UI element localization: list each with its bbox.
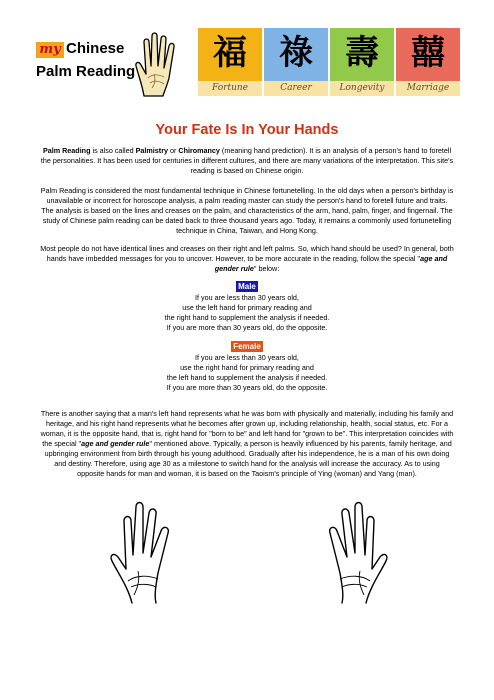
male-rule-block [0,281,494,333]
text-run: " below: [253,264,280,273]
tile-glyph: 祿 [279,33,313,73]
rule-line: the right hand to supplement the analysis if needed. [164,313,330,322]
rule-line: If you are more than 30 years old, do the opposite. [166,323,328,332]
tile-caption: Marriage [396,81,460,96]
tile-caption: Career [264,81,328,96]
intro-paragraph [40,146,454,176]
rule-line: use the right hand for primary reading and [180,363,314,372]
logo-text-chinese: Chinese [66,40,125,57]
tile-caption: Longevity [330,81,394,96]
rule-line: If you are less than 30 years old, [195,293,299,302]
text-run: Most people do not have identical lines and creases on their right and left palms. So, which hand should be used? In general, both hands have imbedded messages for you to uncover. However, to be more accurate in the reading, follow the special " [40,244,454,263]
text-run: is also called [90,146,136,155]
site-logo[interactable] [28,32,178,92]
text-run: (meaning hand prediction). It is an analysis of a person's hand to foretell the personalities. It has been used for centuries in different cultures, and there are many variations of the interpretation. This site's reading is based on Chinese origin. [40,146,454,175]
born-vs-grown-paragraph [40,409,454,479]
text-run: or [168,146,179,155]
which-hand-paragraph [40,244,454,274]
term-palmistry: Palmistry [135,146,168,155]
tile-marriage[interactable] [396,28,460,96]
female-label: Female [233,342,261,351]
tile-glyph: 囍 [411,33,445,73]
rule-line: use the left hand for primary reading and [182,303,312,312]
female-rule-block [0,341,494,393]
age-gender-rule-emphasis: age and gender rule [81,439,150,448]
history-paragraph: Palm Reading is considered the most fundamental technique in Chinese fortunetelling. In the old days when a person's birthday is unavailable or incorrect for horoscope analysis, a palm reading master can study the person's hand to foretell future and traits. The analysis is based on the lines and creases on the palm, and characteristics of the arm, hand, palm, finger, and fingernail. The study of Chinese palm reading can be dated back to three thousand years ago. Today, it remains a commonly used fortunetelling technique in China, Taiwan, and Hong Kong. [40,186,454,235]
rule-line: If you are more than 30 years old, do the opposite. [166,383,328,392]
right-hand-illustration [308,495,394,605]
male-label: Male [238,282,256,291]
tile-career[interactable] [264,28,328,96]
tile-longevity[interactable] [330,28,394,96]
site-header [28,28,460,96]
rule-line: the left hand to supplement the analysis if needed. [166,373,328,382]
age-gender-rule-emphasis: age and gender rule [214,254,448,273]
tile-glyph: 福 [213,33,247,73]
text-run: " mentioned above. Typically, a person is heavily influenced by his parents, family heritage, and upbringing environment from birth through his young adulthood. Gradually after his independence, he is a man of his own doing and destiny. Therefore, using age 30 as a milestone to switch hand for the analysis will increase the accuracy. As to using opposite hands for man and woman, it is based on the Taoism's principle of Ying (woman) and Yang (man). [44,439,452,478]
term-palm-reading: Palm Reading [42,146,91,155]
tile-glyph: 壽 [345,33,379,73]
palm-hand-icon [134,30,180,98]
left-hand-illustration [104,495,190,605]
logo-text-palm-reading: Palm Reading [36,63,136,80]
page-title: Your Fate Is In Your Hands [155,122,339,138]
logo-my-badge: my [36,42,64,58]
term-chiromancy: Chiromancy [178,146,220,155]
rule-line: If you are less than 30 years old, [195,353,299,362]
tile-caption: Fortune [198,81,262,96]
tile-fortune[interactable] [198,28,262,96]
text-run: There is another saying that a man's left hand represents what he was born with physically and materially, including his family and heritage, and his right hand represents what he becomes after grown up, including relationship, health, social status, etc. For a woman, it is the opposite hand, that is, right hand for "born to be" and left hand for "grown to be". This interpretation coincides with the special " [40,409,454,448]
category-tiles [198,28,460,96]
